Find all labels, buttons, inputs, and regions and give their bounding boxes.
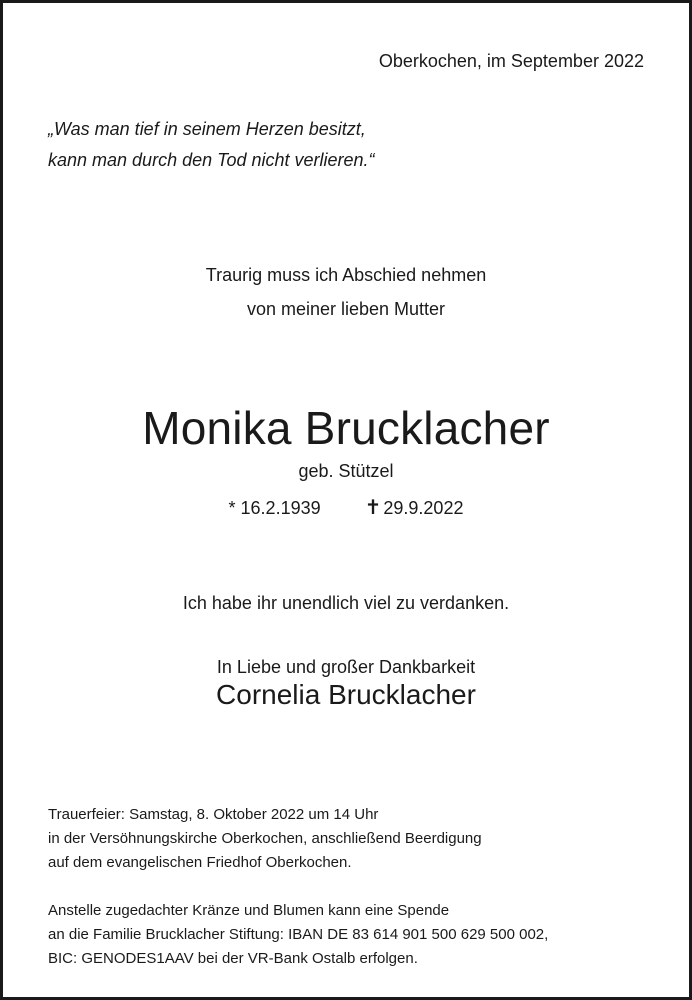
donation-line-2: an die Familie Brucklacher Stiftung: IBAN DE 83 614 901 500 629 500 002, <box>48 926 549 943</box>
born-name: geb. Stützel <box>298 461 394 481</box>
quote-line-2: kann man durch den Tod nicht verlieren.“ <box>48 150 375 170</box>
cross-icon: ✝ <box>364 497 382 519</box>
deceased-name: Monika Brucklacher <box>142 402 550 454</box>
funeral-line-2: in der Versöhnungskirche Oberkochen, anschließend Beerdigung <box>48 830 482 847</box>
signer-name: Cornelia Brucklacher <box>216 679 476 710</box>
intro-line-2: von meiner lieben Mutter <box>246 299 446 319</box>
birth-date: * 16.2.1939 <box>228 498 321 518</box>
funeral-line-3: auf dem evangelischen Friedhof Oberkochen. <box>48 854 352 871</box>
life-dates <box>3 495 689 520</box>
donation-line-3: BIC: GENODES1AAV bei der VR-Bank Ostalb erfolgen. <box>48 950 418 967</box>
quote-line-1: „Was man tief in seinem Herzen besitzt, <box>48 119 366 139</box>
signature-line: In Liebe und großer Dankbarkeit <box>216 657 476 677</box>
place-date: Oberkochen, im September 2022 <box>378 51 644 71</box>
donation-line-1: Anstelle zugedachter Kränze und Blumen kann eine Spende <box>48 902 450 919</box>
funeral-line-1: Trauerfeier: Samstag, 8. Oktober 2022 um 14 Uhr <box>48 806 379 823</box>
thanks-line: Ich habe ihr unendlich viel zu verdanken. <box>182 593 510 613</box>
intro-line-1: Traurig muss ich Abschied nehmen <box>205 265 487 285</box>
death-date: 29.9.2022 <box>383 498 464 518</box>
